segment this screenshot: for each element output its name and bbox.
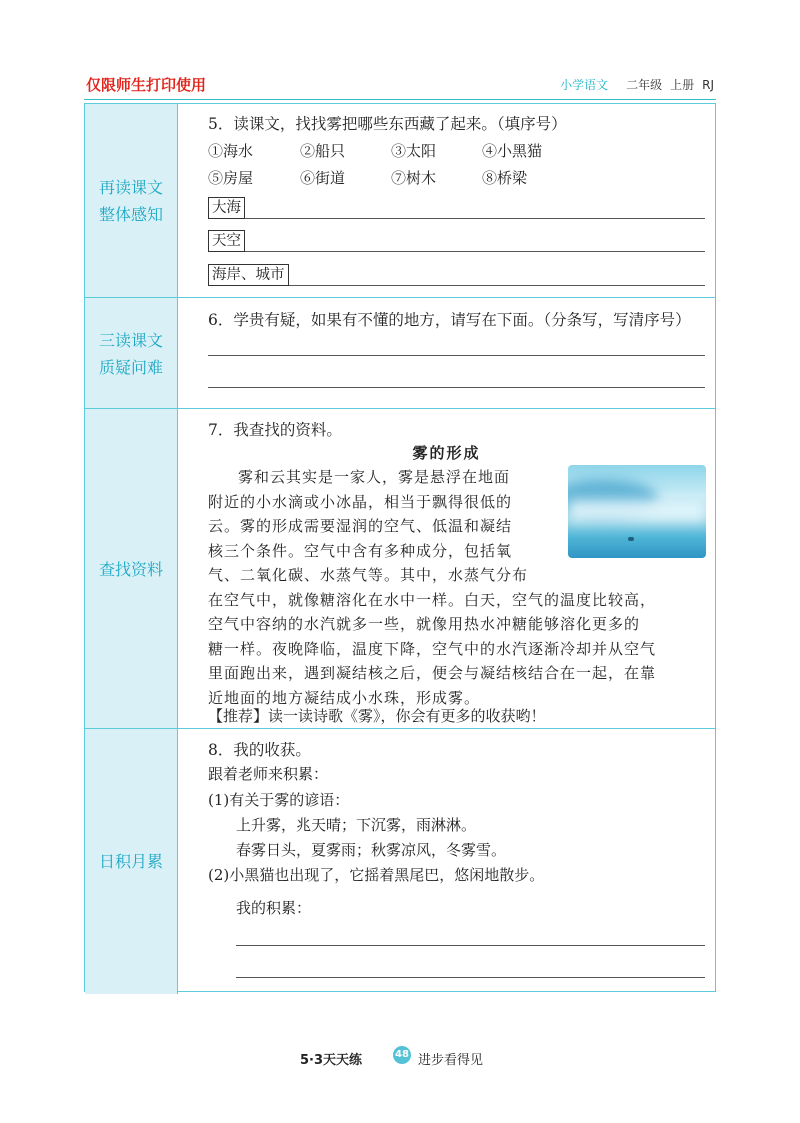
section-label-cell [85,409,178,729]
section-content [178,298,715,409]
volume-label: 上册 [670,78,695,92]
section-label: 质疑问难 [98,357,163,377]
paragraph-line: 糖一样。夜晚降临，温度下降，空气中的水汽逐渐冷却并从空气 [208,639,657,658]
option-item: ⑧桥梁 [482,169,528,187]
section-label-cell [85,729,178,994]
proverb-heading: (1)有关于雾的谚语： [208,791,350,809]
writing-line[interactable] [236,945,705,946]
paragraph-line: 在空气中，就像糖溶化在水中一样。白天，空气的温度比较高， [208,590,657,609]
question-6-prompt: 6．学贵有疑，如果有不懂的地方，请写在下面。（分条写，写清序号） [208,311,691,329]
section-content [178,729,715,994]
option-item: ⑦树木 [391,169,437,187]
paragraph-line: 核三个条件。空气中含有多种成分，包括氧 [208,541,513,560]
worksheet-table [84,103,716,992]
section-label: 查找资料 [98,559,163,579]
writing-line[interactable] [208,387,705,388]
section-content [178,104,715,297]
my-accumulation-label: 我的积累： [236,899,312,917]
footer-brand: 5·3天天练 [300,1053,363,1068]
question-5-prompt: 5．读课文，找找雾把哪些东西藏了起来。（填序号） [208,115,567,133]
paragraph-line: 空气中容纳的水汽就多一些，就像用热水冲糖能够溶化更多的 [208,615,641,633]
header-divider [84,99,716,100]
recommendation: 【推荐】读一读诗歌《雾》，你会有更多的收获哟！ [208,707,546,725]
section-label: 三读课文 [98,330,163,350]
option-item: ④小黑猫 [482,142,543,160]
answer-line[interactable] [245,251,705,252]
option-item: ③太阳 [391,142,437,160]
paragraph-line: 气、二氧化碳、水蒸气等。其中，水蒸气分布 [208,566,529,584]
paragraph-line: 附近的小水滴或小冰晶，相当于飘得很低的 [208,492,513,511]
option-item: ①海水 [208,142,254,160]
accumulate-intro: 跟着老师来积累： [208,765,329,783]
section-questions [85,297,715,409]
writing-line[interactable] [208,355,705,356]
example-sentence: (2)小黑猫也出现了，它摇着黑尾巴，悠闲地散步。 [208,866,545,884]
answer-label: 海岸、城市 [208,264,289,286]
footer-slogan: 进步看得见 [418,1053,484,1068]
answer-row-sky[interactable] [208,228,705,252]
question-7-prompt: 7．我查找的资料。 [208,421,342,439]
section-accumulate [85,728,715,994]
section-research [85,408,715,729]
section-label: 日积月累 [98,852,163,871]
answer-label: 天空 [208,230,245,252]
subject-label: 小学语文 [560,78,609,92]
book-info [552,76,714,93]
section-label-cell [85,298,178,409]
writing-line[interactable] [236,977,705,978]
answer-line[interactable] [245,218,705,219]
proverb-line: 上升雾，兆天晴；下沉雾，雨淋淋。 [236,816,477,834]
answer-row-coast-city[interactable] [208,262,705,286]
page-number: 48 [393,1046,411,1064]
article-paragraph [208,465,704,710]
option-item: ②船只 [300,142,346,160]
option-item: ⑤房屋 [208,169,254,187]
paragraph-line: 里面跑出来，遇到凝结核之后，便会与凝结核结合在一起，在靠 [208,664,657,682]
paragraph-line: 云。雾的形成需要湿润的空气、低温和凝结 [208,517,513,535]
answer-line[interactable] [289,285,706,286]
paragraph-line: 近地面的地方凝结成小水珠，形成雾。 [208,688,481,707]
question-8-prompt: 8．我的收获。 [208,741,311,759]
print-restriction-notice: 仅限师生打印使用 [86,76,207,94]
paragraph-line: 雾和云其实是一家人，雾是悬浮在地面 [238,468,511,486]
proverb-line: 春雾日头，夏雾雨；秋雾凉风，冬雾雪。 [236,841,507,859]
section-reread [85,104,715,297]
option-item: ⑥街道 [300,169,346,187]
section-content [178,409,715,729]
article-title: 雾的形成 [412,444,481,462]
answer-row-sea[interactable] [208,195,705,219]
answer-label: 大海 [208,197,245,219]
grade-label: 二年级 [626,78,663,92]
edition-label: RJ [702,78,714,92]
section-label: 再读课文 [98,177,163,197]
section-label: 整体感知 [98,204,163,224]
section-label-cell [85,104,178,297]
